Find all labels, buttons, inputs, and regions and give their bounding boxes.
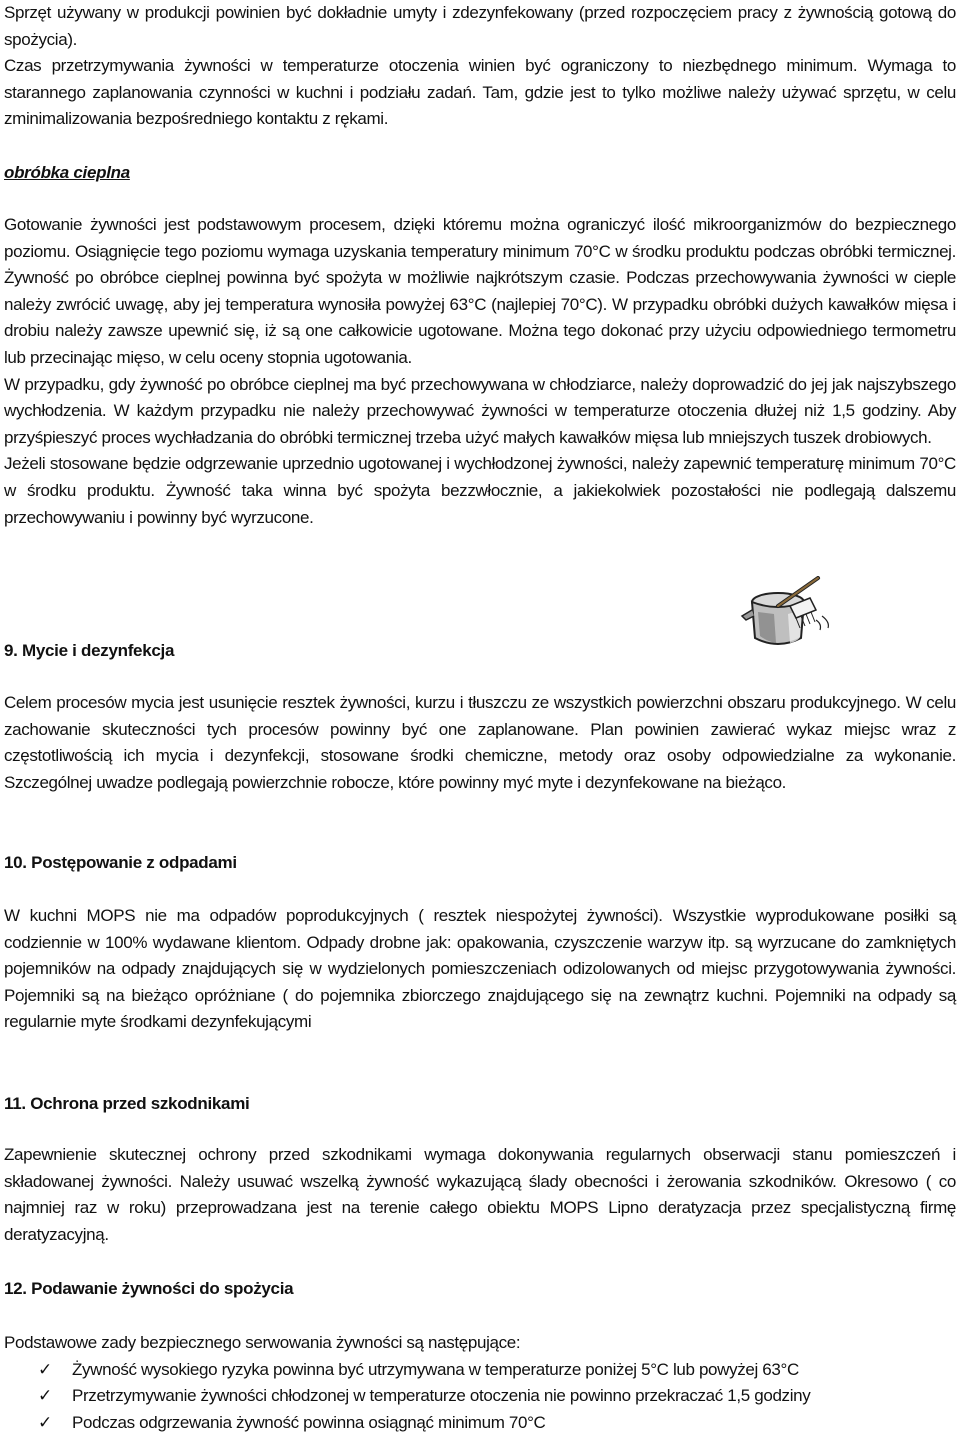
checkmark-icon: ✓ — [38, 1412, 52, 1433]
section-heading-11: 11. Ochrona przed szkodnikami — [4, 1094, 250, 1113]
section-heading-12: 12. Podawanie żywności do spożycia — [4, 1279, 294, 1298]
list-item-text: Żywność wysokiego ryzyka powinna być utrzymywana w temperaturze poniżej 5°C lub powyżej 63°C — [72, 1359, 799, 1379]
section-11-text-block — [4, 1142, 956, 1248]
paragraph: Celem procesów mycia jest usunięcie resztek żywności, kurzu i tłuszczu ze wszystkich powierzchni obszaru produkcyjnego. W celu zachowanie skuteczności tych procesów powinny być one zaplanowane. Plan powinien zawierać wykaz miejsc wraz z częstotliwością ich mycia i dezynfekcji, stosowane środki chemiczne, metody oraz osoby odpowiedzialne za wykonanie. Szczególnej uwadze podlegają powierzchnie robocze, które powinny myć myte i dezynfekowane na bieżąco. — [4, 693, 956, 792]
paragraph: Podstawowe zady bezpiecznego serwowania żywności są następujące: — [4, 1333, 521, 1352]
heat-treatment-text-block — [4, 212, 956, 531]
paragraph: Zapewnienie skutecznej ochrony przed szkodnikami wymaga dokonywania regularnych obserwacji stanu pomieszczeń i składowanej żywności. Należy usuwać wszelką żywność wykazującą ślady obecności i żerowania szkodników. Okresowo ( co najmniej raz w roku) przeprowadzana jest na terenie całego obiektu MOPS Lipno deratyzacja przez specjalistyczną firmę deratyzacyjną. — [4, 1145, 956, 1244]
paragraph: Sprzęt używany w produkcji powinien być dokładnie umyty i zdezynfekowany (przed rozpoczęciem pracy z żywnością gotową do spożycia). — [4, 3, 956, 49]
section-heading-9: 9. Mycie i dezynfekcja — [4, 641, 175, 660]
list-item-text: Przetrzymywanie żywności chłodzonej w temperaturze otoczenia nie powinno przekraczać 1,5 godziny — [72, 1386, 811, 1406]
list-item — [38, 1357, 956, 1384]
list-item-text: Podczas odgrzewania żywność powinna osiągnąć minimum 70°C — [72, 1412, 546, 1432]
subheading-heat-treatment: obróbka cieplna — [4, 163, 130, 182]
paragraph: Czas przetrzymywania żywności w temperaturze otoczenia winien być ograniczony to niezbędnego minimum. Wymaga to starannego zaplanowania czynności w kuchni i podziału zadań. Tam, gdzie jest to tylko możliwe należy używać sprzętu, w celu zminimalizowania bezpośredniego kontaktu z rękami. — [4, 56, 956, 129]
paragraph: W przypadku, gdy żywność po obróbce cieplnej ma być przechowywana w chłodziarce, należy doprowadzić do jej jak najszybszego wychłodzenia. W każdym przypadku nie należy przechowywać żywności w temperaturze otoczenia dłużej niż 1,5 godziny. Aby przyśpieszyć proces wychładzania do obróbki termicznej trzeba użyć małych kawałków mięsa lub mniejszych tuszek drobiowych. — [4, 374, 956, 447]
paragraph: Jeżeli stosowane będzie odgrzewanie uprzednio ugotowanej i wychłodzonej żywności, należy zapewnić temperaturę minimum 70°C w środku produktu. Żywność taka winna być spożyta bezzwłocznie, a jakiekolwiek pozostałości nie podlegają dalszemu przechowywaniu i powinny być wyrzucone. — [4, 454, 956, 527]
intro-text-block — [4, 0, 956, 133]
section-10-text-block — [4, 903, 956, 1036]
serving-rules-list — [4, 1357, 956, 1437]
paragraph: Gotowanie żywności jest podstawowym procesem, dzięki któremu można ograniczyć ilość mikroorganizmów do bezpiecznego poziomu. Osiągnięcie tego poziomu wymaga uzyskania temperatury minimum 70°C w środku produktu podczas obróbki termicznej. Żywność po obróbce cieplnej powinna być spożyta w możliwie najkrótszym czasie. Podczas przechowywania żywności w cieple należy zwrócić uwagę, aby jej temperatura wynosiła powyżej 63°C (najlepiej 70°C). W przypadku obróbki dużych kawałków mięsa i drobiu należy zawsze upewnić się, iż są one całkowicie ugotowane. Można tego dokonać przy użyciu odpowiedniego termometru lub przecinając mięso, w celu oceny stopnia ugotowania. — [4, 215, 956, 367]
section-9-text-block — [4, 690, 956, 796]
checkmark-icon: ✓ — [38, 1359, 52, 1380]
checkmark-icon: ✓ — [38, 1386, 52, 1407]
list-item — [38, 1410, 956, 1437]
section-heading-10: 10. Postępowanie z odpadami — [4, 853, 237, 872]
paragraph: W kuchni MOPS nie ma odpadów poprodukcyjnych ( resztek niespożytej żywności). Wszystkie wyprodukowane posiłki są codziennie w 100% wydawane klientom. Odpady drobne jak: opakowania, czyszczenie warzyw itp. są wyrzucane do zamkniętych pojemników na odpady znajdujących się w wydzielonych pomieszczeniach odizolowanych od miejsc przygotowywania żywności. Pojemniki są na bieżąco opróżniane ( do pojemnika zbiorczego znajdującego się na zewnątrz kuchni. Pojemniki na odpady są regularnie myte środkami dezynfekującymi — [4, 906, 956, 1032]
section-12-text-block — [4, 1330, 956, 1436]
list-item — [38, 1383, 956, 1410]
pot-with-brush-icon — [738, 576, 838, 654]
